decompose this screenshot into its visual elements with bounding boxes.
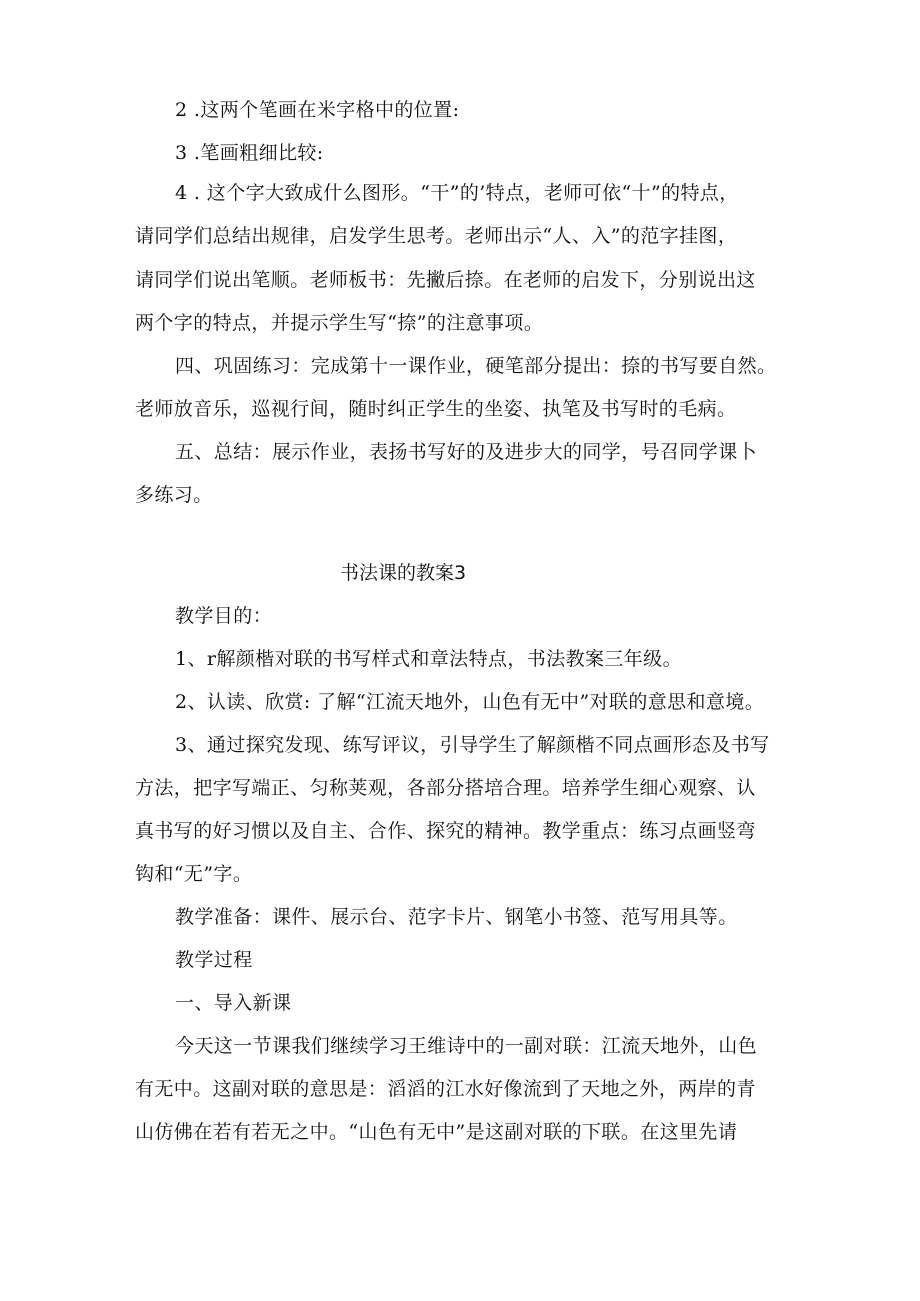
item-3-line: 3 .笔画粗细比较: xyxy=(175,142,324,164)
goal-heading: 教学目的： xyxy=(175,605,273,627)
item-4-line-1: 4 . 这个字大致成什么图形。“干”的’特点，老师可依“十”的特点， xyxy=(175,182,739,204)
item-4-line-4: 两个字的特点，并提示学生写“捺”的注意事项。 xyxy=(135,312,544,334)
preparation-line: 教学准备：课件、展示台、范字卡片、钢笔小书签、范写用具等。 xyxy=(175,906,738,928)
goal-1: 1、r解颜楷对联的书写样式和章法特点，书法教案三年级。 xyxy=(175,648,682,670)
goal-2: 2、认读、欣赏: 了解“江流天地外，山色有无中”对联的意思和意境。 xyxy=(175,691,765,713)
step-1-heading: 一、导入新课 xyxy=(175,992,292,1014)
goal-3-line-1: 3、通过探究发现、练写评议，引导学生了解颜楷不同点画形态及书写 xyxy=(175,734,770,756)
goal-3-line-4: 钩和“无”字。 xyxy=(135,863,253,885)
item-4-line-2: 请同学们总结出规律，启发学生思考。老师出示“人、入”的范字挂图， xyxy=(135,225,738,247)
summary-line-1: 五、总结：展示作业，表扬书写好的及进步大的同学，号召同学课卜 xyxy=(175,441,758,463)
intro-line-2: 有无中。这副对联的意思是：滔滔的江水好像流到了天地之外，两岸的青 xyxy=(135,1078,756,1100)
item-2-line: 2 .这两个笔画在米字格中的位置: xyxy=(175,99,460,121)
process-heading: 教学过程 xyxy=(175,949,253,971)
intro-line-3: 山仿佛在若有若无之中。“山色有无中”是这副对联的下联。在这里先请 xyxy=(135,1121,738,1143)
summary-line-2: 多练习。 xyxy=(135,484,213,506)
goal-3-line-2: 方法，把字写端正、匀称荚观，各部分搭培合理。培养学生细心观察、认 xyxy=(135,777,756,799)
lesson-title: 书法课的教案3 xyxy=(340,562,467,584)
practice-line-2: 老师放音乐，巡视行间，随时纠正学生的坐姿、执笔及书写时的毛病。 xyxy=(135,398,737,420)
intro-line-1: 今天这一节课我们继续学习王维诗中的一副对联：江流天地外，山色 xyxy=(175,1035,758,1057)
goal-3-line-3: 真书写的好习惯以及自主、合作、探究的精神。教学重点：练习点画竖弯 xyxy=(135,820,756,842)
item-4-line-3: 请同学们说出笔顺。老师板书：先撇后捺。在老师的启发下，分别说出这 xyxy=(135,269,756,291)
practice-line-1: 四、巩固练习：完成第十一课作业，硬笔部分提出：捺的书写要自然。 xyxy=(175,355,777,377)
